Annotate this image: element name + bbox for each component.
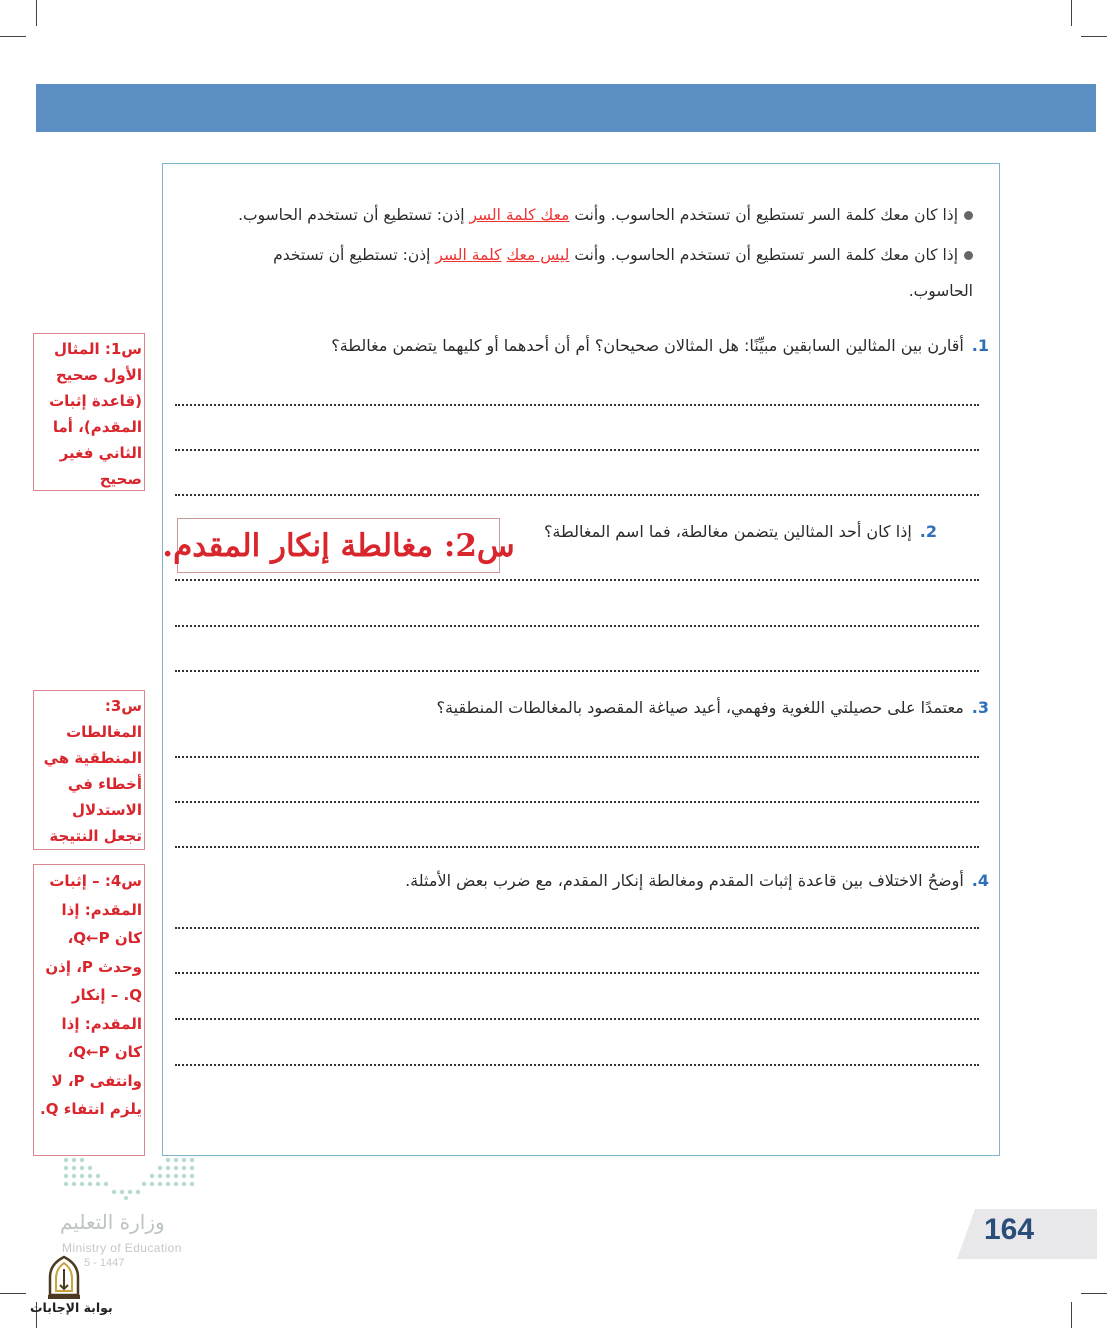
question-text: إذا كان أحد المثالين يتضمن مغالطة، فما اسم المغالطة؟	[543, 522, 912, 541]
bullet-text: إذن: تستطيع أن تستخدم الحاسوب.	[238, 206, 470, 224]
bullet-icon	[964, 211, 973, 220]
bullet-example-2-continued	[909, 282, 973, 300]
crop-mark	[1071, 0, 1072, 26]
question-2	[544, 522, 937, 541]
answer-line[interactable]	[175, 1018, 979, 1020]
question-number: 2.	[919, 522, 937, 541]
side-note-q1: س1: المثال الأول صحيح (قاعدة إثبات المقدم)، أما الثاني فغير صحيح	[33, 333, 145, 491]
ministry-name-arabic: وزارة التعليم	[60, 1210, 165, 1234]
question-text: أوضحُ الاختلاف بين قاعدة إثبات المقدم ومغالطة إنكار المقدم، مع ضرب بعض الأمثلة.	[405, 871, 964, 890]
crop-mark	[0, 36, 26, 37]
answer-line[interactable]	[175, 579, 979, 581]
answer-line[interactable]	[175, 404, 979, 406]
question-3	[437, 698, 989, 717]
question-1	[331, 336, 989, 355]
crop-mark	[1071, 1302, 1072, 1328]
crop-mark	[0, 1293, 26, 1294]
answer-line[interactable]	[175, 449, 979, 451]
ministry-name-english: Ministry of Education	[62, 1241, 182, 1255]
crop-mark	[36, 0, 37, 26]
answer-line[interactable]	[175, 1064, 979, 1066]
page-number: 164	[984, 1213, 1035, 1246]
highlight-text: معك كلمة السر	[469, 206, 570, 224]
answer-line[interactable]	[175, 846, 979, 848]
answer-line[interactable]	[175, 625, 979, 627]
answer-q2-text: س2: مغالطة إنكار المقدم.	[162, 527, 515, 564]
bullet-icon	[964, 251, 973, 260]
site-logo-icon	[44, 1255, 84, 1301]
bullet-text: إذا كان معك كلمة السر تستطيع أن تستخدم الحاسوب. وأنت	[569, 246, 958, 264]
bullet-text: إذن: تستطيع أن تستخدم	[273, 246, 436, 264]
question-text: معتمدًا على حصيلتي اللغوية وفهمي، أعيد صياغة المقصود بالمغالطات المنطقية؟	[436, 698, 964, 717]
question-number: 3.	[971, 698, 989, 717]
answer-line[interactable]	[175, 927, 979, 929]
answer-line[interactable]	[175, 756, 979, 758]
bullet-example-2	[273, 246, 973, 264]
highlight-text: ليس معك	[506, 246, 570, 264]
answer-line[interactable]	[175, 494, 979, 496]
side-note-q4: س4: – إثبات المقدم: إذا كان Q←P، وحدث P، إذن Q. – إنكار المقدم: إذا كان Q←P، وانتفى P، لا يلزم انتفاء Q.	[33, 864, 145, 1156]
answer-line[interactable]	[175, 972, 979, 974]
ministry-year: 5 - 1447	[84, 1257, 125, 1269]
answer-q2-box	[162, 518, 515, 573]
question-4	[405, 871, 989, 890]
crop-mark	[1081, 1293, 1107, 1294]
question-number: 4.	[971, 871, 989, 890]
exercise-box	[162, 163, 1000, 1156]
crop-mark	[1081, 36, 1107, 37]
answer-line[interactable]	[175, 801, 979, 803]
bullet-example-1	[238, 206, 973, 224]
watermark-site-name: بوابة الإجابات	[30, 1300, 113, 1315]
bullet-text: إذا كان معك كلمة السر تستطيع أن تستخدم الحاسوب. وأنت	[569, 206, 958, 224]
question-number: 1.	[971, 336, 989, 355]
header-banner	[36, 84, 1096, 132]
question-text: أقارن بين المثالين السابقين مبيِّنًا: هل المثالان صحيحان؟ أم أن أحدهما أو كليهما يتضمن مغالطة؟	[331, 336, 964, 355]
side-note-q3: س3: المغالطات المنطقية هي أخطاء في الاستدلال تجعل النتيجة	[33, 690, 145, 850]
highlight-text: كلمة السر	[435, 246, 502, 264]
bullet-text: الحاسوب.	[908, 282, 973, 300]
answer-line[interactable]	[175, 670, 979, 672]
ministry-logo-dots-icon	[62, 1156, 196, 1200]
